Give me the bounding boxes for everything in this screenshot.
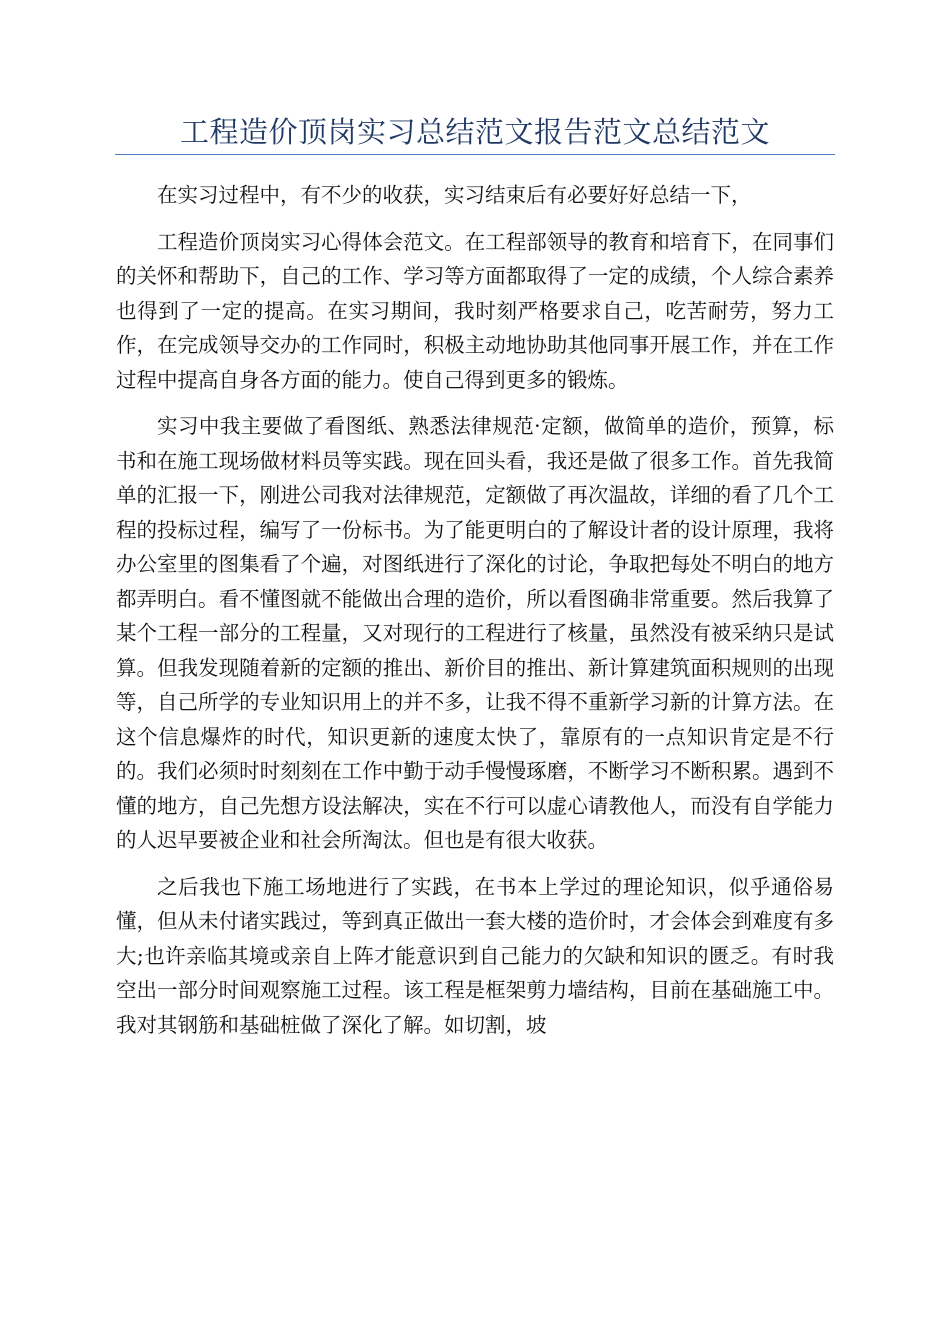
paragraph-2: 工程造价顶岗实习心得体会范文。在工程部领导的教育和培育下，在同事们的关怀和帮助下，自己的工作、学习等方面都取得了一定的成绩，个人综合素养也得到了一定的提高。在实习期间，我时刻严格要求自己，吃苦耐劳，努力工作，在完成领导交办的工作同时，积极主动地协助其他同事开展工作，并在工作过程中提高自身各方面的能力。使自己得到更多的锻炼。 [116, 229, 834, 392]
paragraph-1: 在实习过程中，有不少的收获，实习结束后有必要好好总结一下， [157, 183, 752, 207]
title-underline [115, 154, 835, 155]
document-title: 工程造价顶岗实习总结范文报告范文总结范文 [179, 115, 770, 149]
paragraph-4: 之后我也下施工场地进行了实践，在书本上学过的理论知识，似乎通俗易懂，但从未付诸实践过，等到真正做出一套大楼的造价时，才会体会到难度有多大;也许亲临其境或亲自上阵才能意识到自己能力的欠缺和知识的匮乏。有时我空出一部分时间观察施工过程。该工程是框架剪力墙结构，目前在基础施工中。我对其钢筋和基础桩做了深化了解。如切割，坡 [116, 874, 834, 1037]
paragraph-3: 实习中我主要做了看图纸、熟悉法律规范·定额，做简单的造价，预算，标书和在施工现场做材料员等实践。现在回头看，我还是做了很多工作。首先我简单的汇报一下，刚进公司我对法律规范，定额做了再次温故，详细的看了几个工程的投标过程，编写了一份标书。为了能更明白的了解设计者的设计原理，我将办公室里的图集看了个遍，对图纸进行了深化的讨论，争取把每处不明白的地方都弄明白。看不懂图就不能做出合理的造价，所以看图确非常重要。然后我算了某个工程一部分的工程量，又对现行的工程进行了核量，虽然没有被采纳只是试算。但我发现随着新的定额的推出、新价目的推出、新计算建筑面积规则的出现等，自己所学的专业知识用上的并不多，让我不得不重新学习新的计算方法。在这个信息爆炸的时代，知识更新的速度太快了，靠原有的一点知识肯定是不行的。我们必须时时刻刻在工作中勤于动手慢慢琢磨，不断学习不断积累。遇到不懂的地方，自己先想方设法解决，实在不行可以虚心请教他人，而没有自学能力的人迟早要被企业和社会所淘汰。但也是有很大收获。 [116, 414, 834, 852]
document-body [116, 178, 834, 1042]
